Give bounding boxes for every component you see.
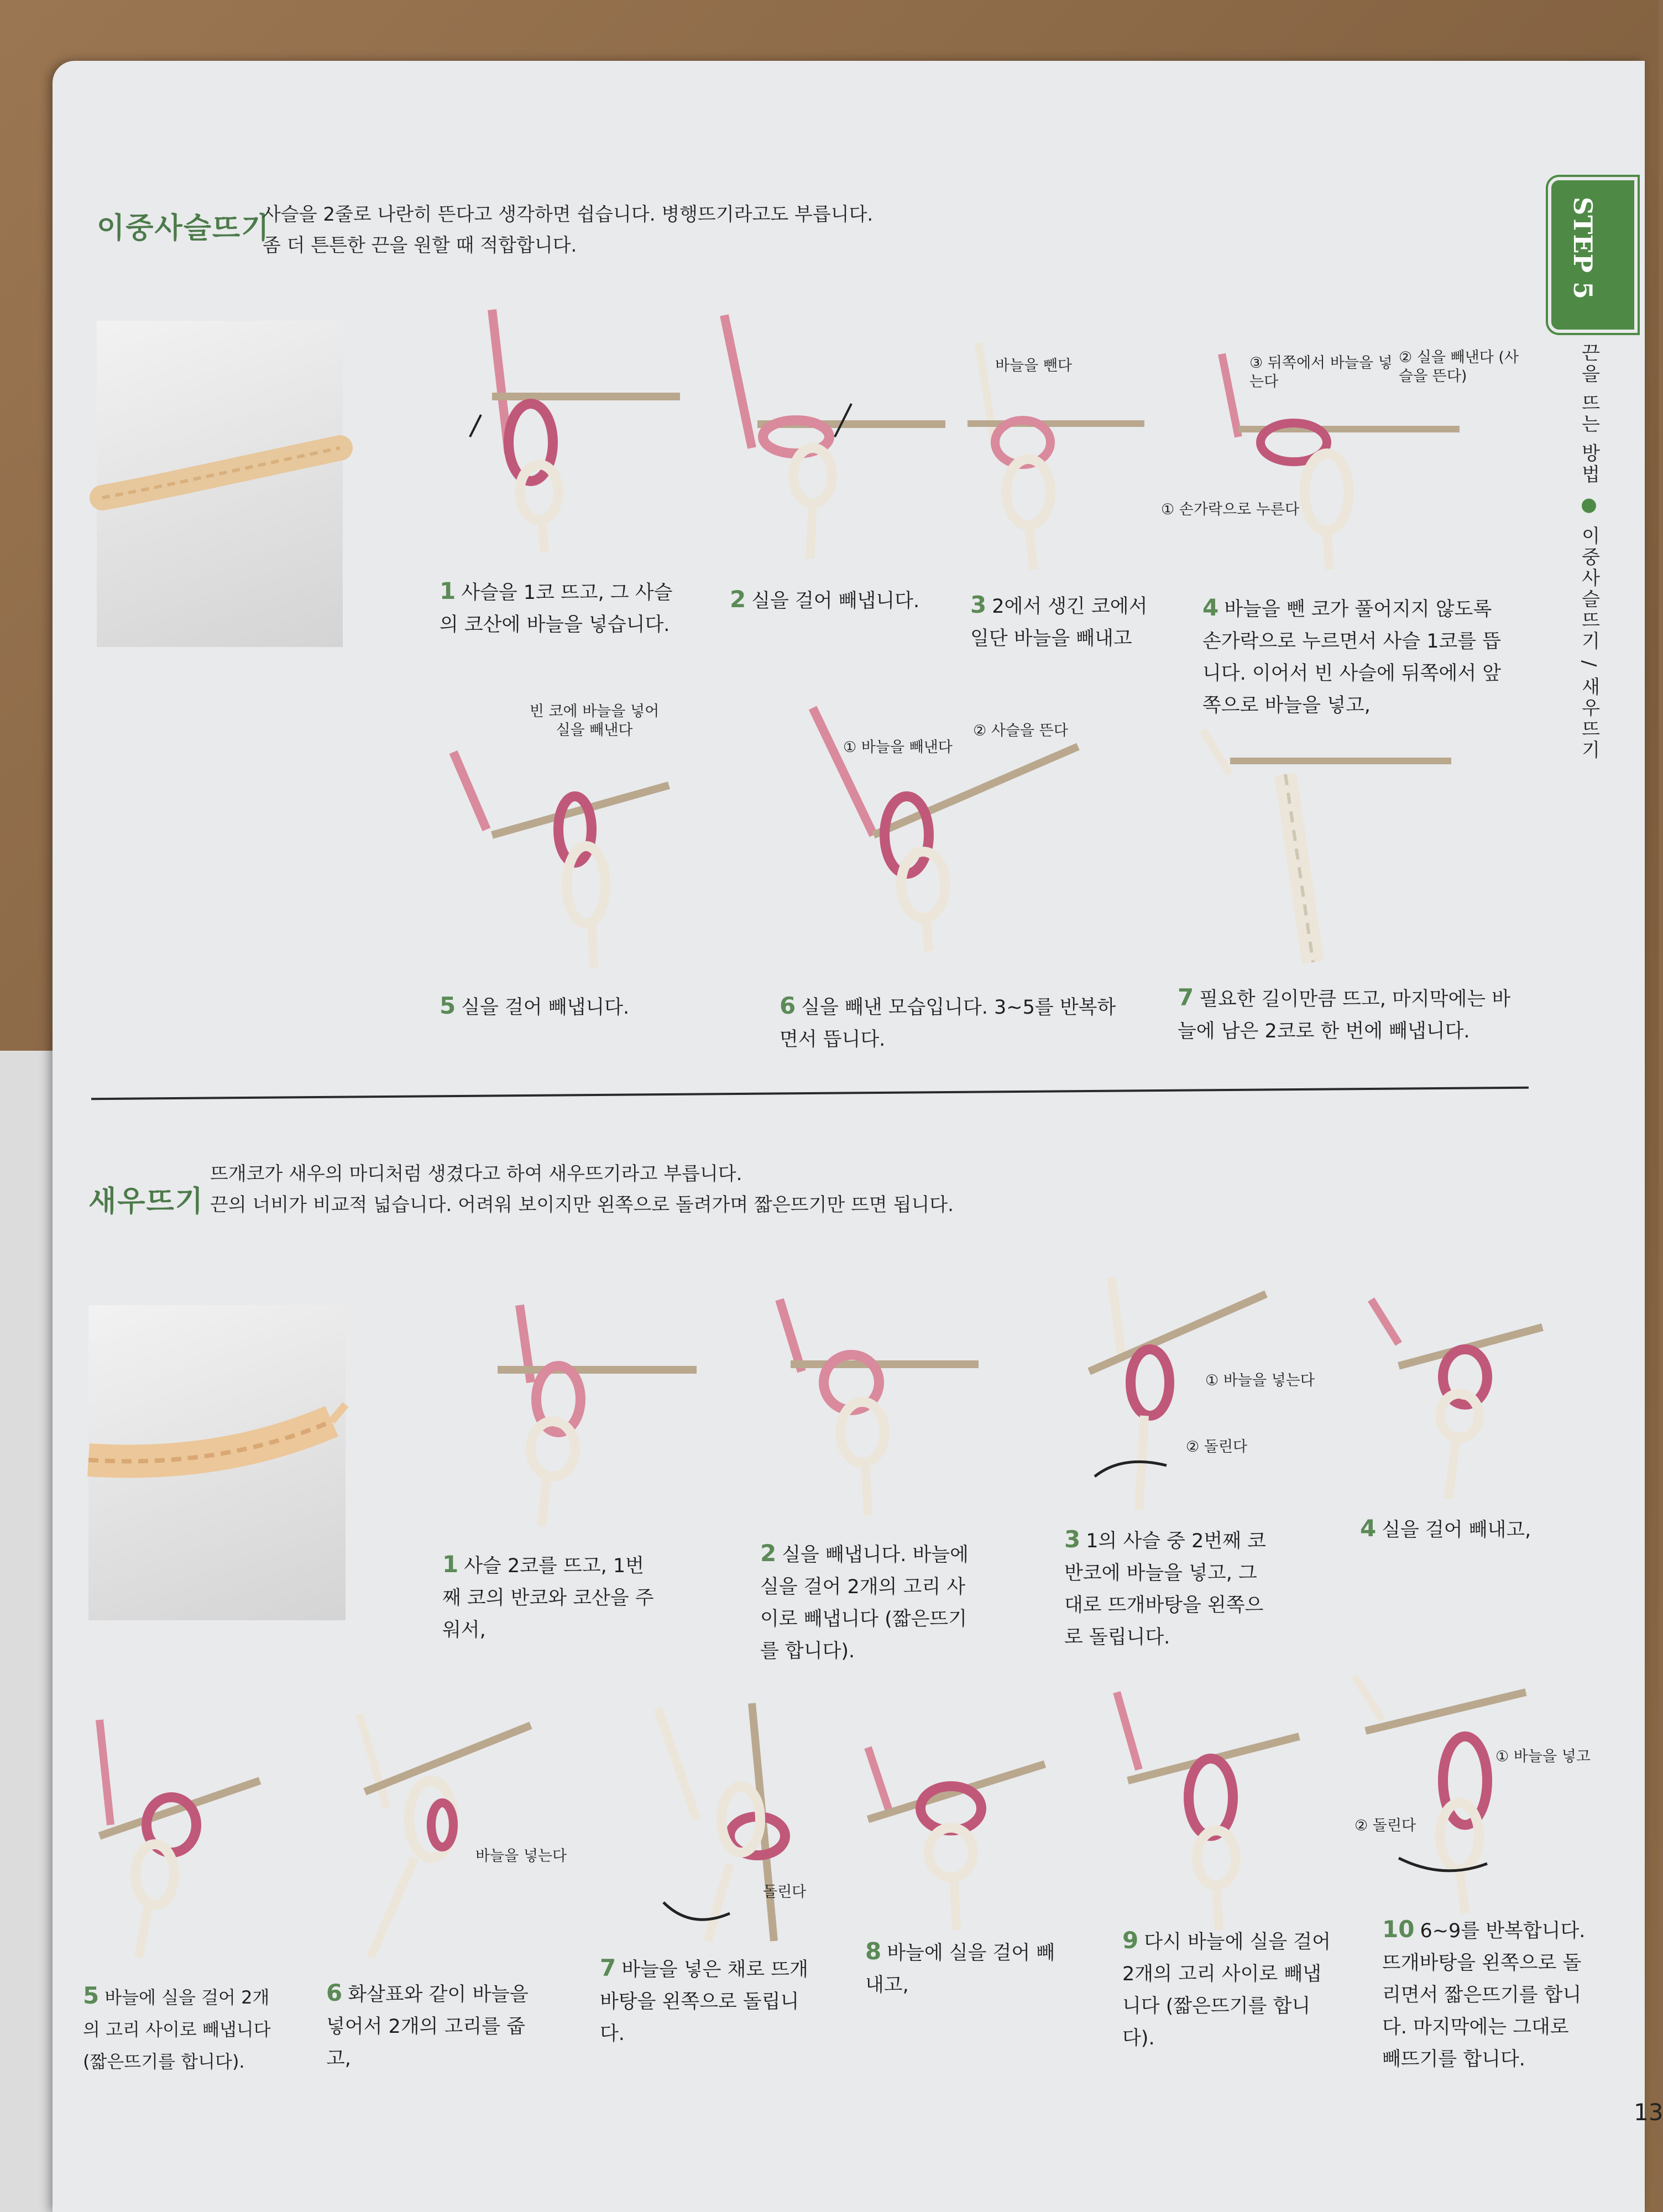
label-insert-needle-10: ① 바늘을 넣고 bbox=[1495, 1748, 1591, 1765]
sh-step-8: 8 바늘에 실을 걸어 빼내고, bbox=[865, 1938, 1055, 1996]
sidebar-section: 끈을 뜨는 방법 bbox=[1578, 343, 1600, 486]
dc-step-3: 3 2에서 생긴 코에서 일단 바늘을 빼내고 bbox=[970, 591, 1148, 650]
figure-sh-9 bbox=[1111, 1687, 1310, 1936]
label-turn-7: 돌린다 bbox=[763, 1884, 807, 1901]
figure-dc-5 bbox=[448, 741, 680, 973]
figure-sh-5 bbox=[88, 1714, 271, 1963]
label-pull-yarn: ② 실을 빼낸다 (사슬을 뜬다) bbox=[1399, 349, 1519, 385]
figure-sh-3 bbox=[1089, 1272, 1266, 1515]
label-remove-needle-1: ① 바늘을 빼낸다 bbox=[843, 739, 953, 756]
facing-page-edge bbox=[0, 1051, 55, 2212]
figure-sh-4 bbox=[1366, 1288, 1554, 1510]
double-chain-sample bbox=[97, 321, 343, 647]
figure-sh-8 bbox=[857, 1714, 1056, 1936]
intro-line: 끈의 너비가 비교적 넓습니다. 어려워 보이지만 왼쪽으로 돌려가며 짧은뜨기만 뜨면 됩니다. bbox=[210, 1194, 954, 1216]
figure-dc-2 bbox=[719, 310, 962, 564]
dc-step-1: 1 사슬을 1코 뜨고, 그 사슬의 코산에 바늘을 넣습니다. bbox=[440, 577, 673, 636]
figure-sh-10 bbox=[1349, 1670, 1548, 1924]
figure-sh-1 bbox=[475, 1300, 697, 1532]
figure-dc-1 bbox=[448, 310, 691, 564]
dc-step-6: 6 실을 빼낸 모습입니다. 3~5를 반복하면서 뜹니다. bbox=[780, 992, 1116, 1051]
label-insert-back: ③ 뒤쪽에서 바늘을 넣는다 bbox=[1249, 354, 1393, 390]
shrimp-sample bbox=[88, 1305, 346, 1620]
dc-step-5: 5 실을 걸어 빼냅니다. bbox=[440, 992, 630, 1019]
dc-step-7: 7 필요한 길이만큼 뜨고, 마지막에는 바늘에 남은 2코로 한 번에 빼냅니다. bbox=[1178, 984, 1511, 1042]
sh-step-4: 4 실을 걸어 빼내고, bbox=[1360, 1515, 1531, 1542]
label-insert-needle: ① 바늘을 넣는다 bbox=[1205, 1372, 1315, 1389]
sh-step-3: 3 1의 사슬 중 2번째 코 반코에 바늘을 넣고, 그대로 뜨개바탕을 왼쪽으로 돌립니다. bbox=[1064, 1526, 1266, 1648]
sh-step-9: 9 다시 바늘에 실을 걸어 2개의 고리 사이로 빼냅니다 (짧은뜨기를 합니다). bbox=[1122, 1927, 1331, 2049]
label-insert-needle-6: 바늘을 넣는다 bbox=[475, 1848, 567, 1865]
sh-step-5: 5 바늘에 실을 걸어 2개의 고리 사이로 빼냅니다 (짧은뜨기를 합니다). bbox=[83, 1982, 271, 2072]
page-number: 13 bbox=[1634, 2099, 1663, 2126]
sh-step-6: 6 화살표와 같이 바늘을 넣어서 2개의 고리를 줍고, bbox=[326, 1979, 529, 2070]
figure-sh-7 bbox=[647, 1698, 813, 1958]
intro-line: 사슬을 2줄로 나란히 뜬다고 생각하면 쉽습니다. 병행뜨기라고도 부릅니다. bbox=[263, 204, 874, 226]
sh-step-10: 10 6~9를 반복합니다. 뜨개바탕을 왼쪽으로 돌리면서 짧은뜨기를 합니다. 마지막에는 그대로 빼뜨기를 합니다. bbox=[1382, 1916, 1586, 2070]
figure-sh-2 bbox=[768, 1294, 990, 1526]
sidebar-running-head bbox=[1576, 343, 1603, 761]
dc-step-2: 2 실을 걸어 빼냅니다. bbox=[730, 586, 920, 613]
intro-line: 좀 더 튼튼한 끈을 원할 때 적합합니다. bbox=[263, 234, 577, 257]
sh-step-1: 1 사슬 2코를 뜨고, 1번째 코의 반코와 코산을 주워서, bbox=[442, 1551, 654, 1641]
figure-sh-6 bbox=[354, 1709, 542, 1963]
double-chain-photo bbox=[97, 321, 343, 647]
label-turn: ② 돌린다 bbox=[1186, 1438, 1248, 1455]
sh-step-7: 7 바늘을 넣은 채로 뜨개바탕을 왼쪽으로 돌립니다. bbox=[600, 1954, 808, 2045]
intro-line: 뜨개코가 새우의 마디처럼 생겼다고 하여 새우뜨기라고 부릅니다. bbox=[210, 1163, 742, 1185]
label-press-finger: ① 손가락으로 누른다 bbox=[1161, 501, 1300, 518]
label-turn-10: ② 돌린다 bbox=[1355, 1817, 1416, 1834]
shrimp-intro bbox=[210, 1159, 954, 1220]
dc-step-4: 4 바늘을 뺀 코가 풀어지지 않도록 손가락으로 누르면서 사슬 1코를 뜹니다. 이어서 빈 사슬에 뒤쪽에서 앞쪽으로 바늘을 넣고, bbox=[1202, 594, 1502, 717]
bullet-dot-icon: ● bbox=[1578, 493, 1600, 518]
figure-dc-7 bbox=[1197, 719, 1473, 973]
section-title-shrimp: 새우뜨기 bbox=[88, 1185, 204, 1218]
shrimp-photo bbox=[88, 1305, 346, 1620]
label-remove-needle: 바늘을 뺀다 bbox=[995, 357, 1072, 374]
sidebar-topic: 이중사슬뜨기 / 새우뜨기 bbox=[1578, 526, 1600, 761]
section-title-double-chain: 이중사슬뜨기 bbox=[97, 212, 270, 245]
label-empty-stitch: 빈 코에 바늘을 넣어 실을 빼낸다 bbox=[529, 703, 660, 739]
double-chain-intro bbox=[263, 199, 873, 261]
label-chain-2: ② 사슬을 뜬다 bbox=[973, 722, 1068, 739]
sh-step-2: 2 실을 빼냅니다. 바늘에 실을 걸어 2개의 고리 사이로 빼냅니다 (짧은뜨기를 합니다). bbox=[760, 1540, 969, 1662]
step-tab: STEP 5 bbox=[1548, 177, 1638, 333]
